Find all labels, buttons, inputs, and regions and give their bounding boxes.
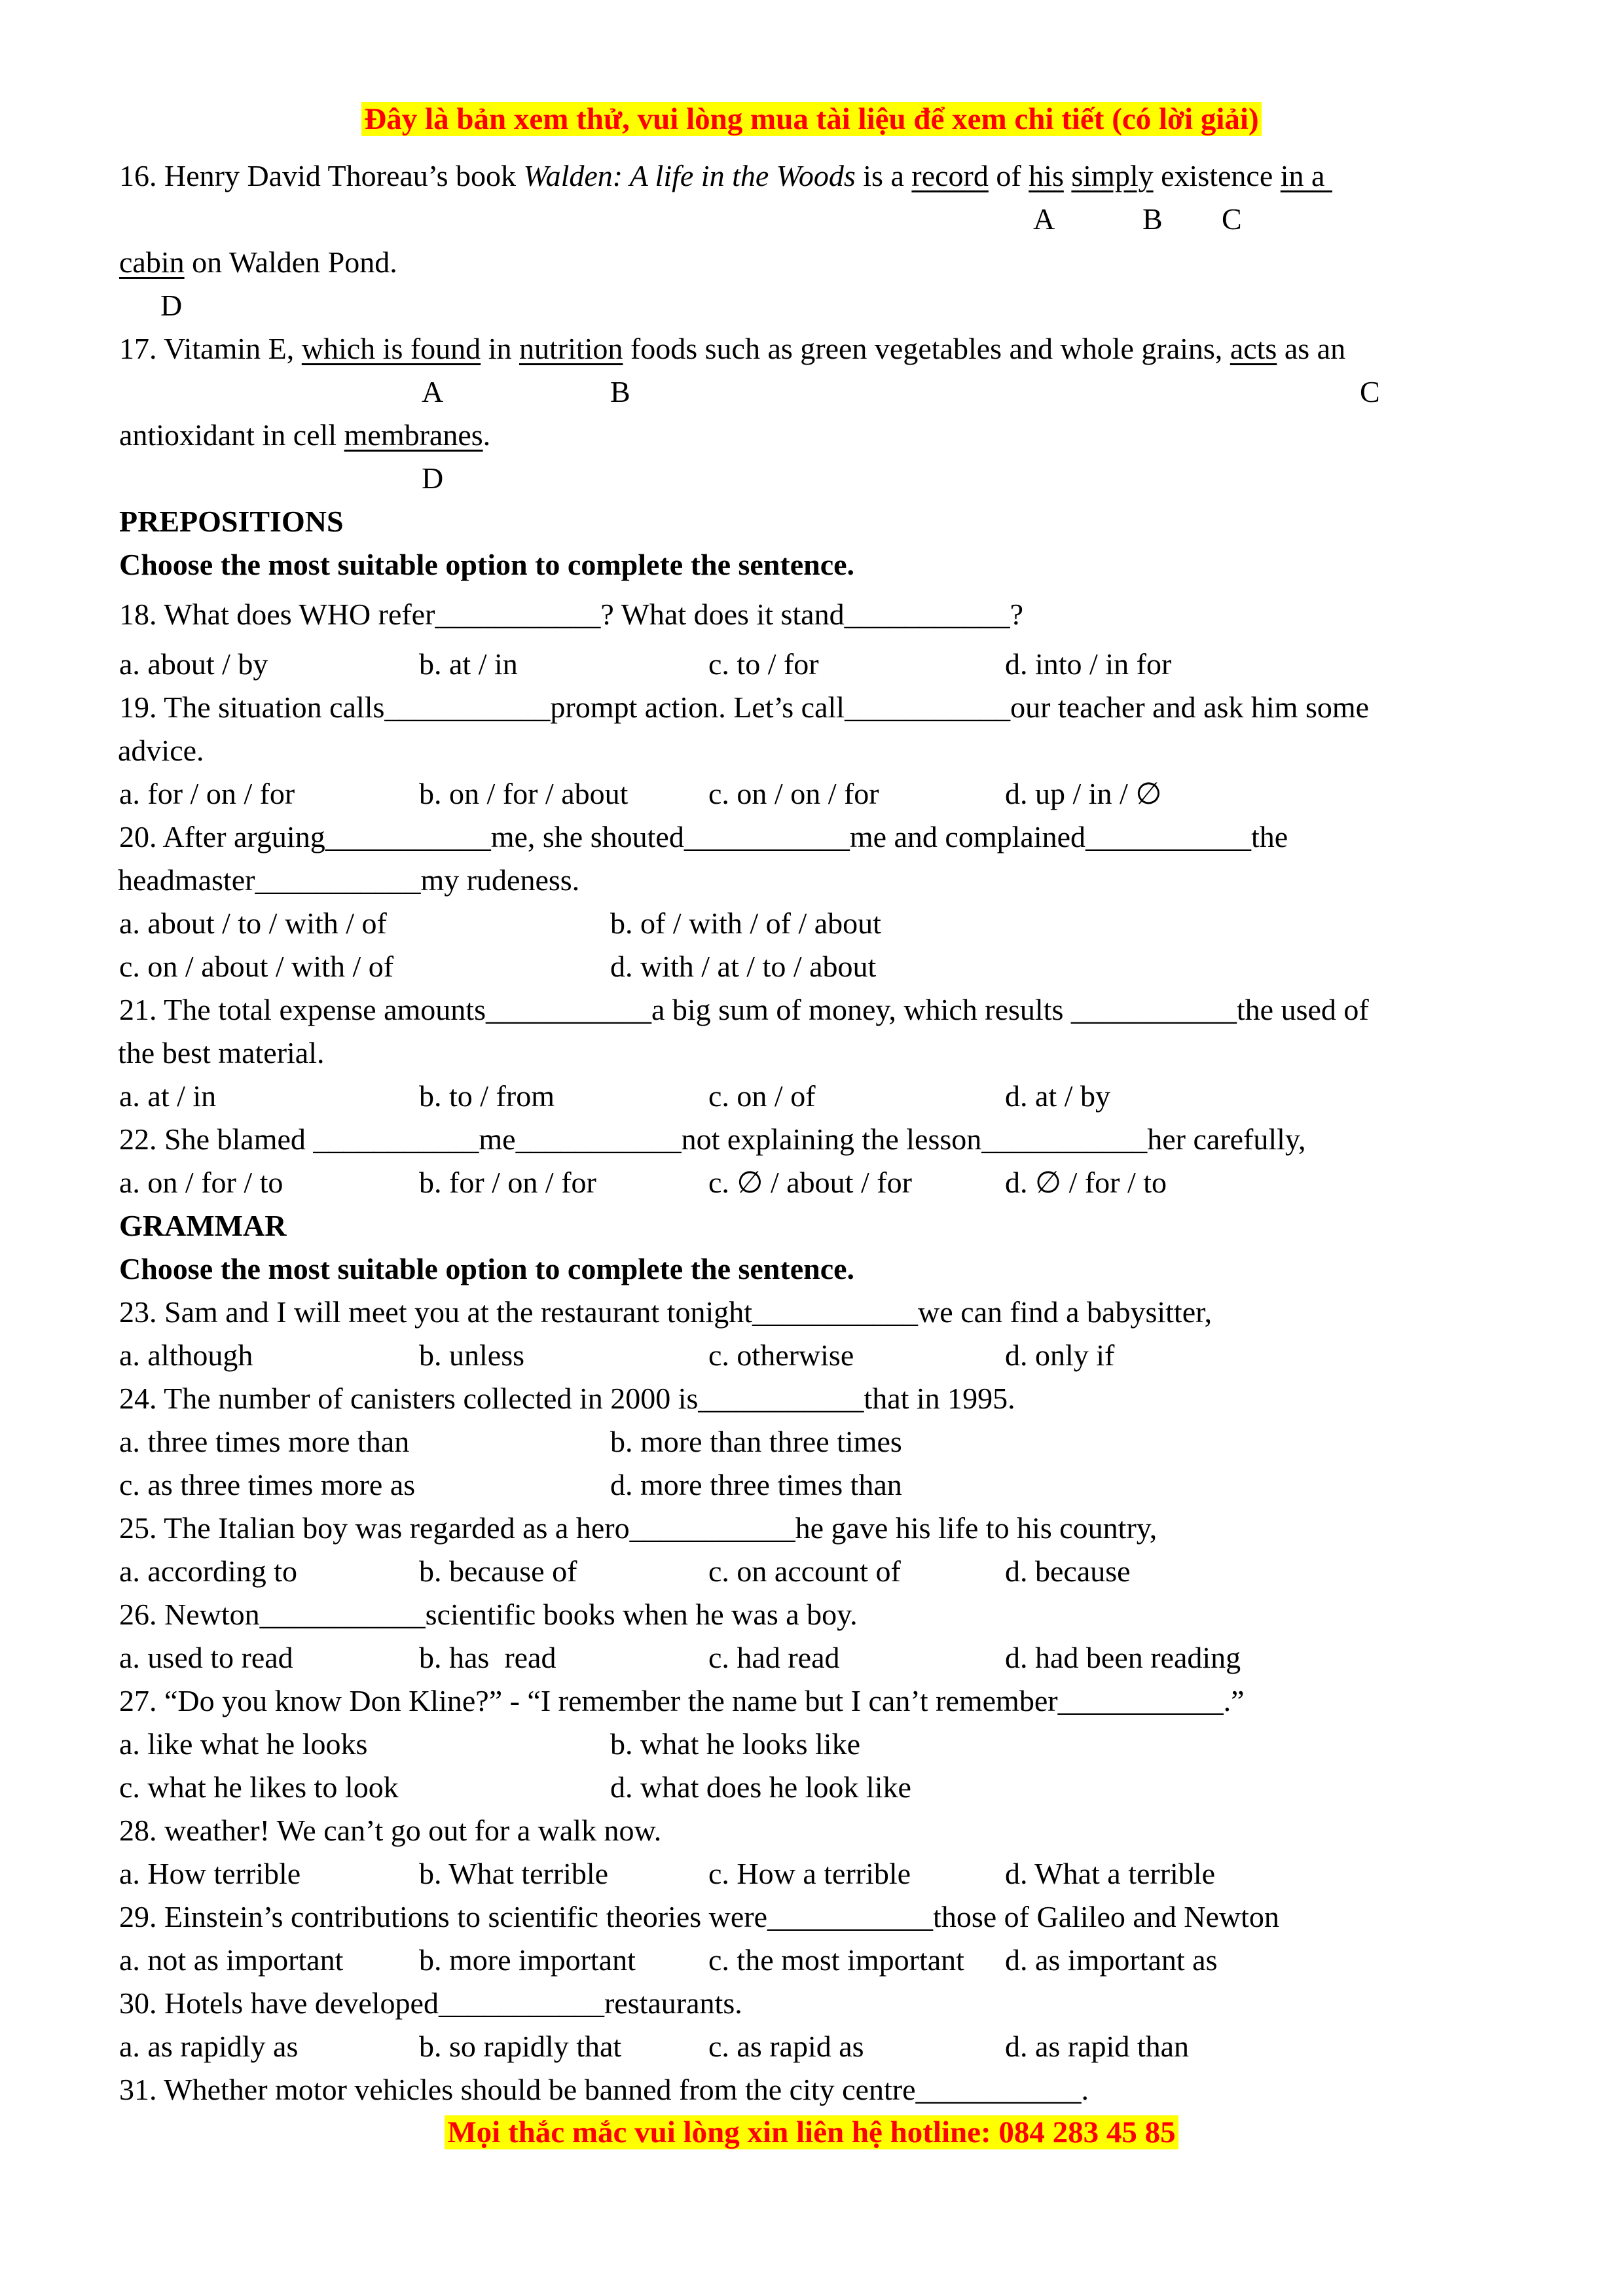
preview-notice [0, 99, 1623, 139]
option-d: d. up / in / ∅ [1005, 777, 1162, 810]
option-b: b. unless [419, 1338, 524, 1372]
answer-letter-c: C [1360, 375, 1380, 408]
option-c: c. ∅ / about / for [708, 1166, 912, 1199]
option-b: b. to / from [419, 1079, 555, 1113]
answer-letter-b: B [1142, 202, 1163, 236]
option-d: d. because [1005, 1554, 1131, 1588]
question-text: on Walden Pond. [184, 245, 397, 279]
option-b: b. What terrible [419, 1857, 609, 1890]
question-text: antioxidant in cell [119, 418, 344, 452]
underlined-part-d: cabin [119, 245, 185, 279]
option-c: c. on / on / for [708, 777, 879, 810]
question-30-stem: 30. Hotels have developed___________restaurants. [119, 1986, 742, 2020]
question-26-stem: 26. Newton___________scientific books when he was a boy. [119, 1598, 858, 1631]
option-a: a. not as important [119, 1943, 344, 1977]
option-a: a. like what he looks [119, 1727, 368, 1761]
question-17-line-2 [119, 416, 490, 454]
option-d: d. as important as [1005, 1943, 1218, 1977]
question-text: of [988, 159, 1029, 192]
option-b: b. because of [419, 1554, 577, 1588]
option-d: d. as rapid than [1005, 2030, 1190, 2063]
question-text: 16. Henry David Thoreau’s book [119, 159, 524, 192]
option-c: c. otherwise [708, 1338, 854, 1372]
answer-letter-c: C [1222, 202, 1242, 236]
option-c: c. had read [708, 1641, 840, 1674]
option-d: d. only if [1005, 1338, 1115, 1372]
underlined-part-d: membranes [344, 418, 483, 452]
option-b: b. more than three times [610, 1425, 902, 1458]
option-c: c. to / for [708, 647, 819, 681]
question-27-stem: 27. “Do you know Don Kline?” - “I remember the name but I can’t remember___________.” [119, 1684, 1245, 1717]
option-a: a. How terrible [119, 1857, 301, 1890]
option-d: d. ∅ / for / to [1005, 1166, 1167, 1199]
option-c: c. on / about / with / of [119, 950, 394, 983]
question-20-stem: 20. After arguing___________me, she shouted___________me and complained___________the [119, 820, 1288, 853]
option-c: c. How a terrible [708, 1857, 911, 1890]
section-instruction: Choose the most suitable option to complete the sentence. [119, 1252, 855, 1285]
option-c: c. on account of [708, 1554, 901, 1588]
question-text: in [481, 332, 519, 365]
question-21-stem: 21. The total expense amounts___________a big sum of money, which results ___________the used of [119, 993, 1369, 1026]
option-b: b. at / in [419, 647, 518, 681]
option-a: a. used to read [119, 1641, 293, 1674]
question-text: foods such as green vegetables and whole grains, [623, 332, 1230, 365]
underlined-part-c: simply [1071, 159, 1154, 192]
underlined-part-d: in a [1280, 159, 1332, 192]
contact-notice-text: Mọi thắc mắc vui lòng xin liên hệ hotline: 084 283 45 85 [445, 2115, 1178, 2149]
option-d: d. what does he look like [610, 1770, 911, 1804]
answer-letter-a: A [422, 375, 444, 408]
option-b: b. more important [419, 1943, 636, 1977]
contact-notice [0, 2113, 1623, 2152]
question-17-line-1 [119, 330, 1345, 368]
option-b: b. on / for / about [419, 777, 629, 810]
section-title-grammar: GRAMMAR [119, 1209, 287, 1242]
option-b: b. what he looks like [610, 1727, 860, 1761]
option-b: b. of / with / of / about [610, 906, 881, 940]
underlined-part-b: his [1029, 159, 1064, 192]
book-title: Walden: A life in the Woods [523, 159, 856, 192]
question-23-stem: 23. Sam and I will meet you at the restaurant tonight___________we can find a babysitter, [119, 1295, 1213, 1329]
answer-letter-d: D [422, 461, 444, 495]
underlined-part-a: record [911, 159, 989, 192]
option-b: b. for / on / for [419, 1166, 596, 1199]
question-text [1064, 159, 1072, 192]
question-text: as an [1277, 332, 1346, 365]
option-d: d. had been reading [1005, 1641, 1241, 1674]
option-c: c. as three times more as [119, 1468, 416, 1501]
option-a: a. on / for / to [119, 1166, 283, 1199]
question-31-stem: 31. Whether motor vehicles should be banned from the city centre___________. [119, 2073, 1089, 2106]
option-a: a. about / by [119, 647, 268, 681]
question-21-stem-cont: the best material. [118, 1036, 325, 1069]
question-29-stem: 29. Einstein’s contributions to scientific theories were___________those of Galileo and Newton [119, 1900, 1279, 1933]
answer-letter-b: B [610, 375, 630, 408]
section-title-prepositions: PREPOSITIONS [119, 505, 344, 538]
question-text: existence [1153, 159, 1281, 192]
question-19-stem-cont: advice. [118, 734, 204, 767]
option-a: a. according to [119, 1554, 298, 1588]
option-a: a. for / on / for [119, 777, 295, 810]
question-24-stem: 24. The number of canisters collected in 2000 is___________that in 1995. [119, 1382, 1015, 1415]
option-d: d. with / at / to / about [610, 950, 877, 983]
option-a: a. although [119, 1338, 253, 1372]
answer-letter-a: A [1033, 202, 1055, 236]
option-c: c. what he likes to look [119, 1770, 399, 1804]
question-16-line-2 [119, 243, 397, 281]
option-c: c. the most important [708, 1943, 964, 1977]
answer-letter-d: D [160, 289, 183, 322]
question-28-stem: 28. weather! We can’t go out for a walk now. [119, 1814, 662, 1847]
option-d: d. at / by [1005, 1079, 1110, 1113]
underlined-part-a: which is found [301, 332, 481, 365]
section-instruction: Choose the most suitable option to complete the sentence. [119, 548, 855, 581]
question-20-stem-cont: headmaster___________my rudeness. [118, 863, 580, 897]
option-b: b. has read [419, 1641, 556, 1674]
question-18-stem: 18. What does WHO refer___________? What does it stand___________? [119, 598, 1024, 631]
option-a: a. about / to / with / of [119, 906, 387, 940]
underlined-part-b: nutrition [519, 332, 623, 365]
option-a: a. as rapidly as [119, 2030, 299, 2063]
question-19-stem: 19. The situation calls___________prompt action. Let’s call___________our teacher and ask him some [119, 691, 1370, 724]
question-text: 17. Vitamin E, [119, 332, 302, 365]
question-22-stem: 22. She blamed ___________me___________not explaining the lesson___________her carefully, [119, 1122, 1306, 1156]
option-b: b. so rapidly that [419, 2030, 622, 2063]
question-text: is a [855, 159, 912, 192]
question-25-stem: 25. The Italian boy was regarded as a hero___________he gave his life to his country, [119, 1511, 1158, 1545]
question-text: . [483, 418, 491, 452]
option-a: a. at / in [119, 1079, 217, 1113]
option-c: c. on / of [708, 1079, 816, 1113]
question-16-line-1 [119, 157, 1332, 195]
option-d: d. into / in for [1005, 647, 1172, 681]
preview-notice-text: Đây là bản xem thử, vui lòng mua tài liệu để xem chi tiết (có lời giải) [361, 102, 1261, 136]
underlined-part-c: acts [1230, 332, 1277, 365]
option-c: c. as rapid as [708, 2030, 864, 2063]
option-d: d. more three times than [610, 1468, 902, 1501]
option-a: a. three times more than [119, 1425, 410, 1458]
option-d: d. What a terrible [1005, 1857, 1216, 1890]
